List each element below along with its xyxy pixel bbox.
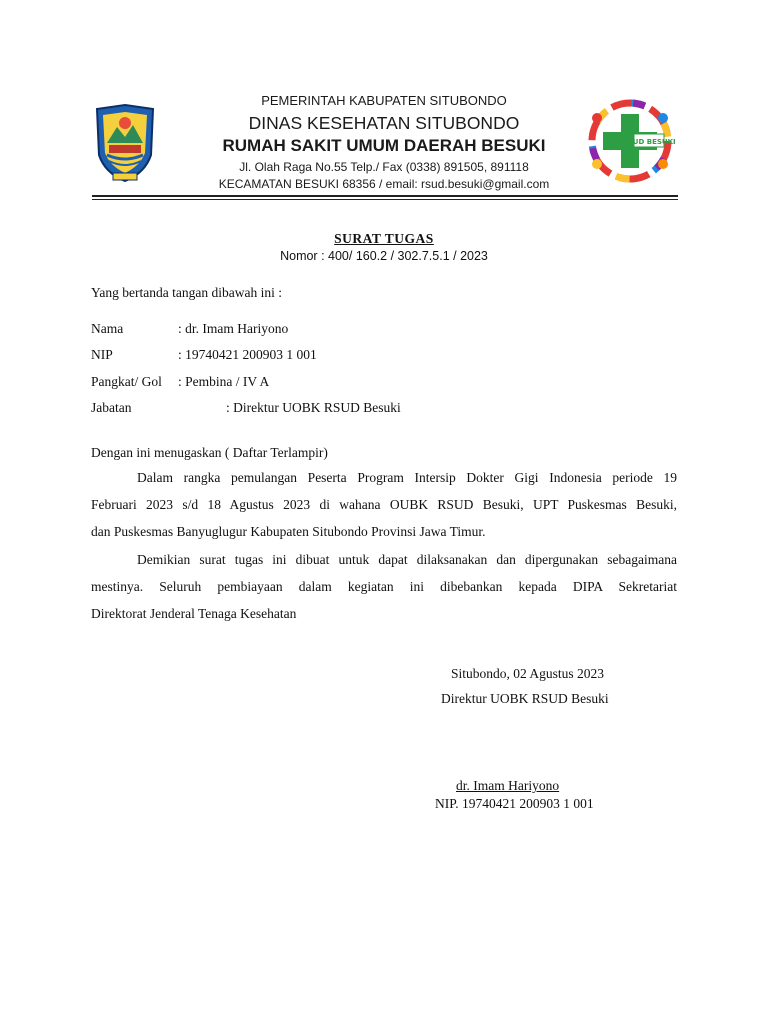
letterhead-divider [92,195,678,197]
letterhead-address: Jl. Olah Raga No.55 Telp./ Fax (0338) 891505, 891118 [239,160,529,174]
paragraph-1-line-1: Dalam rangka pemulangan Peserta Program Intersip Dokter Gigi Indonesia periode 19 [137,470,677,485]
paragraph-2-line-2: mestinya. Seluruh pembiayaan dalam kegiatan ini dibebankan kepada DIPA Sekretariat [91,579,677,594]
field-label-pangkat: Pangkat/ Gol [91,374,162,389]
rsud-besuki-logo [583,98,677,184]
signature-position: Direktur UOBK RSUD Besuki [441,691,609,706]
letterhead-divider-thin [92,199,678,200]
field-value-nip: : 19740421 200903 1 001 [178,347,317,362]
letterhead-hospital: RUMAH SAKIT UMUM DAERAH BESUKI [222,136,546,155]
rsud-logo-text: RSUD BESUKI [622,138,676,146]
field-label-jabatan: Jabatan [91,400,132,415]
field-label-nama: Nama [91,321,124,336]
letter-number: Nomor : 400/ 160.2 / 302.7.5.1 / 2023 [280,249,488,263]
paragraph-2-line-1: Demikian surat tugas ini dibuat untuk dapat dilaksanakan dan dipergunakan sebagaimana [137,552,677,567]
signature-place-date: Situbondo, 02 Agustus 2023 [451,666,605,681]
letterhead-government: PEMERINTAH KABUPATEN SITUBONDO [261,93,507,108]
letterhead-district-email: KECAMATAN BESUKI 68356 / email: rsud.besuki@gmail.com [218,177,550,191]
paragraph-2-line-3: Direktorat Jenderal Tenaga Kesehatan [91,606,297,621]
field-value-nama: : dr. Imam Hariyono [178,321,289,336]
letterhead-agency: DINAS KESEHATAN SITUBONDO [248,113,520,133]
field-label-nip: NIP [91,347,113,362]
assignment-text: Dengan ini menugaskan ( Daftar Terlampir) [91,445,328,460]
paragraph-1-line-3: dan Puskesmas Banyuglugur Kabupaten Situbondo Provinsi Jawa Timur. [91,524,486,539]
signature-nip: NIP. 19740421 200903 1 001 [435,796,594,811]
signature-name: dr. Imam Hariyono [456,778,560,793]
paragraph-1-line-2: Februari 2023 s/d 18 Agustus 2023 di wahana OUBK RSUD Besuki, UPT Puskesmas Besuki, [91,497,677,512]
intro-text: Yang bertanda tangan dibawah ini : [91,285,282,300]
field-value-pangkat: : Pembina / IV A [178,374,270,389]
field-value-jabatan: : Direktur UOBK RSUD Besuki [226,400,401,415]
letter-title: SURAT TUGAS [334,231,434,246]
